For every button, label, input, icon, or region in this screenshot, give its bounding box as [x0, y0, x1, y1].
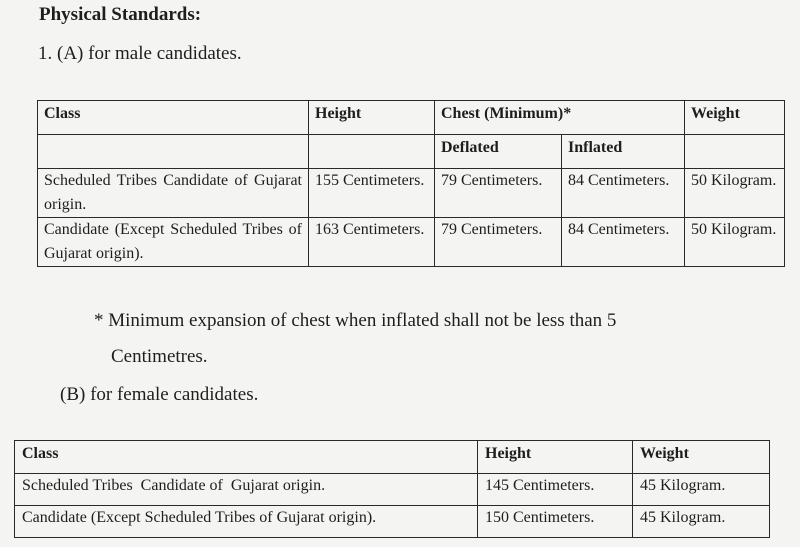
weight-cell: 50 Kilogram.	[685, 218, 785, 267]
male-standards-table	[37, 100, 785, 267]
empty-cell	[309, 135, 435, 169]
table-row	[38, 169, 785, 218]
empty-cell	[38, 135, 309, 169]
header-weight: Weight	[633, 441, 770, 474]
deflated-cell: 79 Centimeters.	[435, 169, 562, 218]
inflated-cell: 84 Centimeters.	[562, 169, 685, 218]
header-weight: Weight	[685, 101, 785, 135]
height-cell: 163 Centimeters.	[309, 218, 435, 267]
header-class: Class	[15, 441, 478, 474]
table-row	[15, 474, 770, 506]
weight-cell: 50 Kilogram.	[685, 169, 785, 218]
table-row	[15, 506, 770, 538]
chest-note-line-2: Centimetres.	[111, 346, 208, 367]
header-inflated: Inflated	[562, 135, 685, 169]
inflated-cell: 84 Centimeters.	[562, 218, 685, 267]
male-section-label: 1. (A) for male candidates.	[38, 43, 242, 64]
table-row	[38, 218, 785, 267]
header-height: Height	[309, 101, 435, 135]
female-section-label: (B) for female candidates.	[60, 384, 259, 405]
header-chest: Chest (Minimum)*	[435, 101, 685, 135]
page-title: Physical Standards:	[39, 4, 202, 25]
weight-cell: 45 Kilogram.	[633, 474, 770, 506]
table-header-row	[15, 441, 770, 474]
header-height: Height	[478, 441, 633, 474]
chest-note-line-1: * Minimum expansion of chest when inflated shall not be less than 5	[94, 310, 617, 331]
table-subheader-row	[38, 135, 785, 169]
table-header-row	[38, 101, 785, 135]
class-cell: Scheduled Tribes Candidate of Gujarat origin.	[15, 474, 478, 506]
height-cell: 155 Centimeters.	[309, 169, 435, 218]
height-cell: 145 Centimeters.	[478, 474, 633, 506]
class-cell: Scheduled Tribes Candidate of Gujarat origin.	[38, 169, 309, 218]
deflated-cell: 79 Centimeters.	[435, 218, 562, 267]
class-cell: Candidate (Except Scheduled Tribes of Gujarat origin).	[38, 218, 309, 267]
class-cell: Candidate (Except Scheduled Tribes of Gujarat origin).	[15, 506, 478, 538]
weight-cell: 45 Kilogram.	[633, 506, 770, 538]
height-cell: 150 Centimeters.	[478, 506, 633, 538]
female-standards-table	[14, 440, 770, 538]
header-deflated: Deflated	[435, 135, 562, 169]
header-class: Class	[38, 101, 309, 135]
empty-cell	[685, 135, 785, 169]
